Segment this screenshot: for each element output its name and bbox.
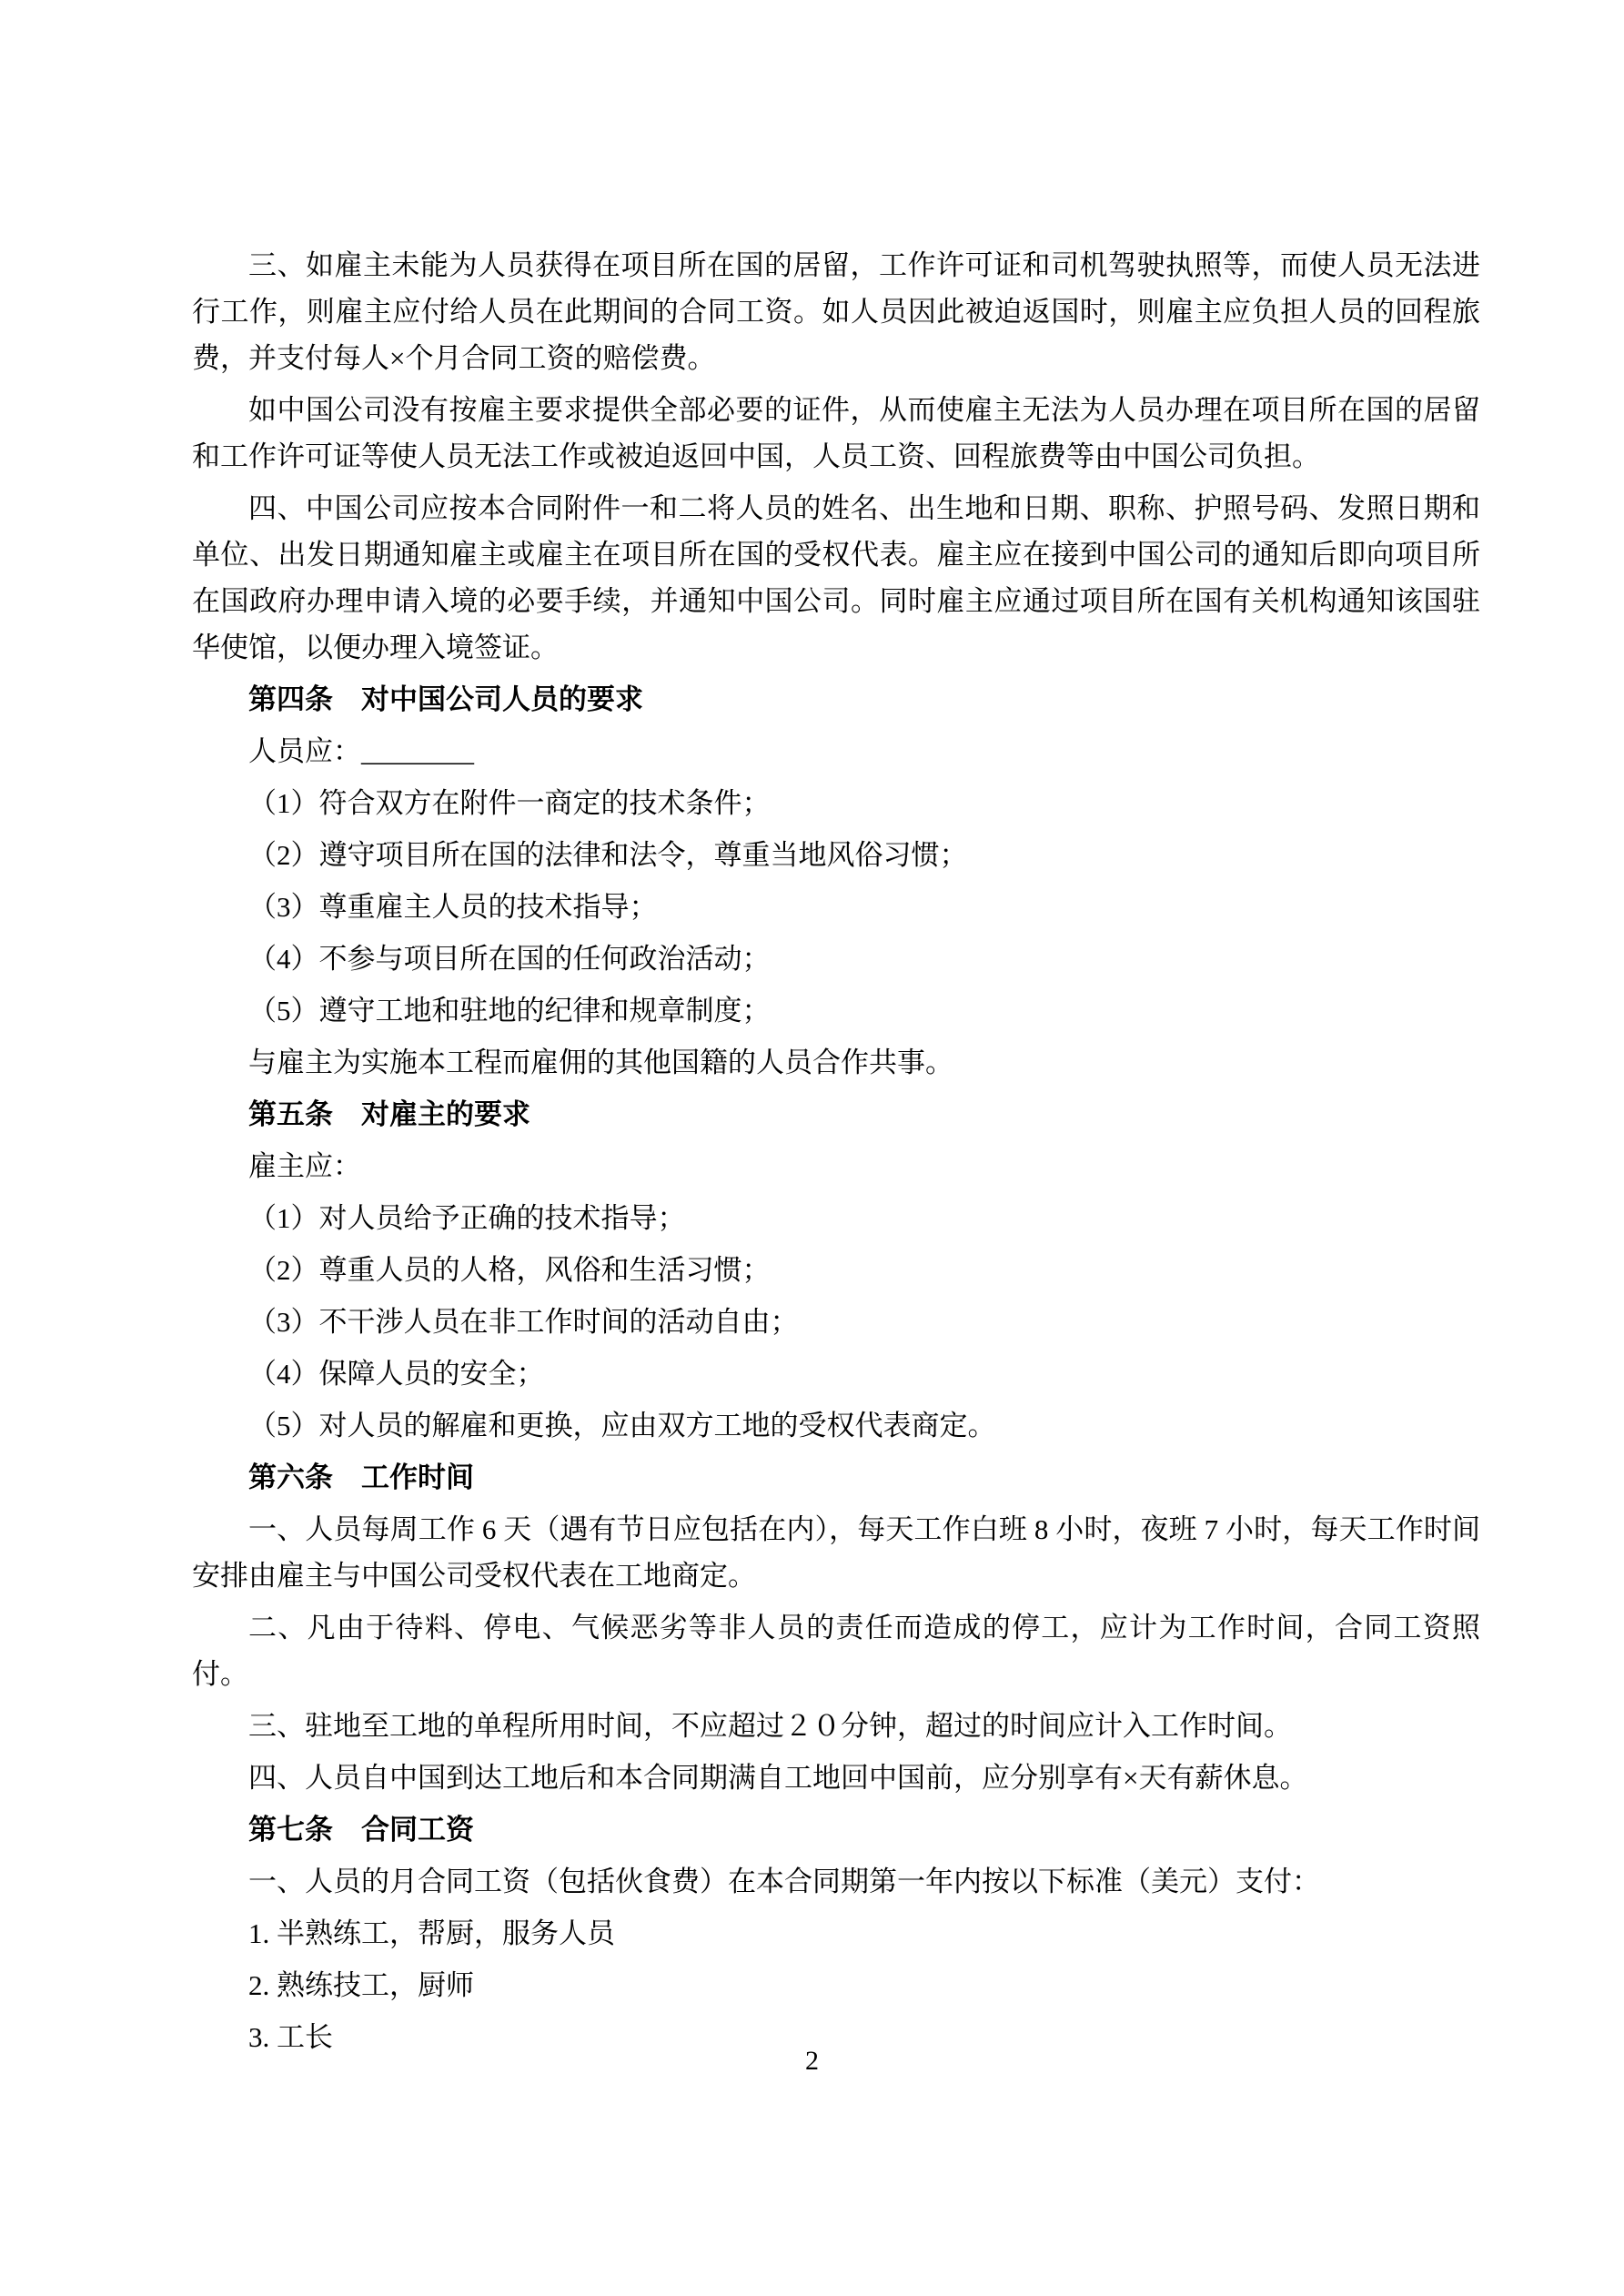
list-item: （1）对人员给予正确的技术指导； bbox=[248, 1202, 686, 1234]
paragraph: 三、如雇主未能为人员获得在项目所在国的居留，工作许可证和司机驾驶执照等，而使人员无法进行工作，则雇主应付给人员在此期间的合同工资。如人员因此被迫返国时，则雇主应负担人员的回程旅费，并支付每人×个月合同工资的赔偿费。 bbox=[192, 249, 1480, 374]
article-5-heading: 第五条 对雇主的要求 bbox=[248, 1098, 530, 1130]
page-number: 2 bbox=[805, 2046, 819, 2076]
list-item: （2）尊重人员的人格，风俗和生活习惯； bbox=[248, 1254, 771, 1286]
article-7-heading: 第七条 合同工资 bbox=[248, 1814, 474, 1846]
paragraph: 一、人员的月合同工资（包括伙食费）在本合同期第一年内按以下标准（美元）支付： bbox=[248, 1866, 1320, 1897]
document-page bbox=[192, 242, 1480, 2066]
article-4-heading: 第四条 对中国公司人员的要求 bbox=[248, 683, 643, 715]
paragraph: 与雇主为实施本工程而雇佣的其他国籍的人员合作共事。 bbox=[248, 1047, 953, 1078]
list-item: （4）不参与项目所在国的任何政治活动； bbox=[248, 943, 771, 975]
paragraph: 二、凡由于待料、停电、气候恶劣等非人员的责任而造成的停工，应计为工作时间，合同工资照付。 bbox=[192, 1612, 1480, 1690]
paragraph: 人员应：________ bbox=[248, 735, 474, 767]
paragraph: 四、中国公司应按本合同附件一和二将人员的姓名、出生地和日期、职称、护照号码、发照日期和单位、出发日期通知雇主或雇主在项目所在国的受权代表。雇主应在接到中国公司的通知后即向项目所在国政府办理申请入境的必要手续，并通知中国公司。同时雇主应通过项目所在国有关机构通知该国驻华使馆，以便办理入境签证。 bbox=[192, 492, 1480, 663]
paragraph: 雇主应： bbox=[248, 1150, 361, 1182]
list-item: 2. 熟练技工，厨师 bbox=[248, 1969, 474, 2001]
article-6-heading: 第六条 工作时间 bbox=[248, 1462, 474, 1493]
list-item: （2）遵守项目所在国的法律和法令，尊重当地风俗习惯； bbox=[248, 839, 968, 871]
paragraph: 一、人员每周工作 6 天（遇有节日应包括在内），每天工作白班 8 小时，夜班 7 小时，每天工作时间安排由雇主与中国公司受权代表在工地商定。 bbox=[192, 1513, 1480, 1592]
paragraph: 三、驻地至工地的单程所用时间，不应超过２０分钟，超过的时间应计入工作时间。 bbox=[248, 1710, 1292, 1742]
list-item: （5）对人员的解雇和更换，应由双方工地的受权代表商定。 bbox=[248, 1410, 996, 1441]
list-item: （1）符合双方在附件一商定的技术条件； bbox=[248, 787, 771, 819]
list-item: （3）尊重雇主人员的技术指导； bbox=[248, 891, 658, 923]
list-item: （3）不干涉人员在非工作时间的活动自由； bbox=[248, 1306, 799, 1338]
paragraph: 四、人员自中国到达工地后和本合同期满自工地回中国前，应分别享有×天有薪休息。 bbox=[248, 1762, 1308, 1794]
list-item: （5）遵守工地和驻地的纪律和规章制度； bbox=[248, 995, 771, 1027]
list-item: 1. 半熟练工，帮厨，服务人员 bbox=[248, 1917, 615, 1949]
paragraph: 如中国公司没有按雇主要求提供全部必要的证件，从而使雇主无法为人员办理在项目所在国的居留和工作许可证等使人员无法工作或被迫返回中国，人员工资、回程旅费等由中国公司负担。 bbox=[192, 394, 1480, 472]
list-item: 3. 工长 bbox=[248, 2021, 333, 2053]
list-item: （4）保障人员的安全； bbox=[248, 1358, 545, 1390]
